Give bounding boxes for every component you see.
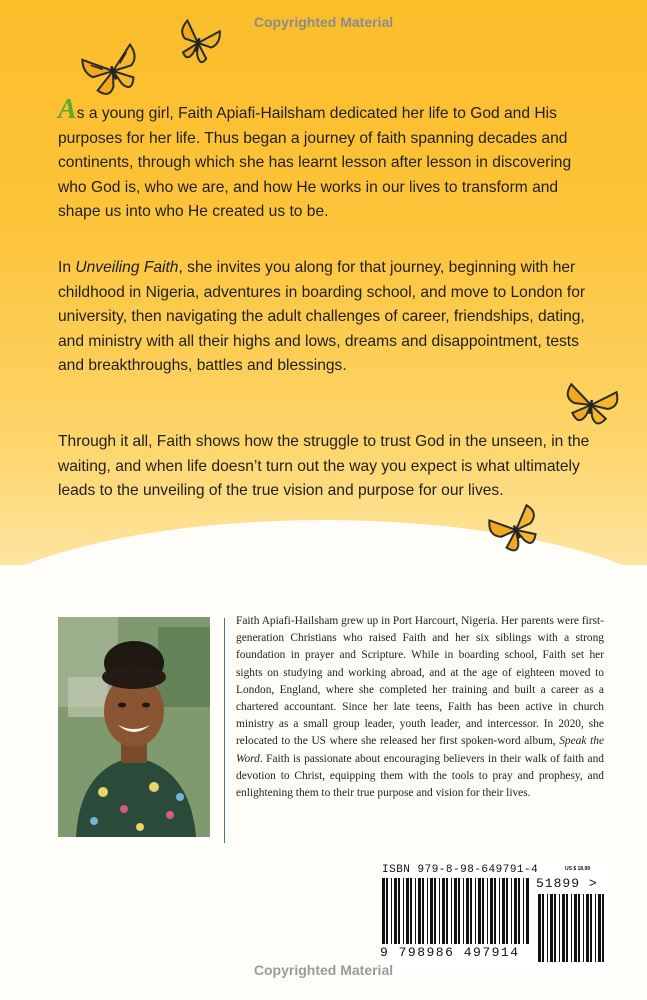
author-photo xyxy=(58,617,210,837)
isbn-barcode xyxy=(382,878,530,944)
barcode-bar xyxy=(586,894,589,962)
copyright-watermark-top: Copyrighted Material xyxy=(253,14,394,30)
barcode-bar xyxy=(506,878,508,944)
barcode-bar xyxy=(499,878,500,944)
blurb-p1-text: s a young girl, Faith Apiafi-Hailsham dedicated her life to God and His purposes for her life. Thus began a journey of faith spanning decades and continents, through which she has learnt lesson after lesson in discovering who God is, who we are, and how He works in our lives to transform and shape us into who He created us to be. xyxy=(58,105,572,220)
barcode-bar xyxy=(598,894,601,962)
barcode-bar xyxy=(466,878,469,944)
barcode-bar xyxy=(571,894,572,962)
book-title: Unveiling Faith xyxy=(75,259,179,276)
barcode-bar xyxy=(403,878,404,944)
addon-barcode xyxy=(538,894,608,962)
barcode-bar xyxy=(490,878,493,944)
barcode-bar xyxy=(523,878,524,944)
barcode-bar xyxy=(578,894,580,962)
blurb-paragraph-2 xyxy=(58,256,598,379)
barcode-bar xyxy=(566,894,568,962)
addon-digits: 51899 xyxy=(536,876,581,891)
barcode-bar xyxy=(602,894,604,962)
barcode-bar xyxy=(487,878,488,944)
price-label: US $ 18.99 xyxy=(565,866,591,872)
barcode-bar xyxy=(427,878,428,944)
barcode-bar xyxy=(538,894,541,962)
drop-cap: A xyxy=(58,94,77,125)
bio-text-1: Faith Apiafi-Hailsham grew up in Port Harcourt, Nigeria. Her parents were first-generation Christians who raised Faith and her six siblings with a strong foundation in prayer and Scripture. While in boarding school, Faith set her sights on studying and working abroad, and at the age of eighteen moved to London, England, where she completed her training and built a career as a chartered accountant. Since her late teens, Faith has been active in church ministry as a small group leader, youth leader, and intercessor. In 2020, she relocated to the US where she released her first spoken-word album, xyxy=(236,615,604,748)
barcode-bar xyxy=(511,878,512,944)
copyright-watermark-bottom: Copyrighted Material xyxy=(253,962,394,978)
barcode-bar xyxy=(502,878,505,944)
barcode-bar xyxy=(583,894,584,962)
barcode-bar xyxy=(439,878,440,944)
barcode-bar xyxy=(518,878,520,944)
barcode-bar xyxy=(463,878,464,944)
barcode-bar xyxy=(442,878,445,944)
butterfly-icon xyxy=(172,18,224,68)
barcode-bar xyxy=(434,878,436,944)
barcode-bar xyxy=(554,894,556,962)
barcode-bar xyxy=(547,894,548,962)
barcode-bar xyxy=(550,894,553,962)
butterfly-icon xyxy=(80,40,146,102)
barcode-bar xyxy=(526,878,529,944)
barcode-bar xyxy=(410,878,412,944)
barcode-bar xyxy=(446,878,448,944)
barcode-bar xyxy=(514,878,517,944)
barcode-bar xyxy=(451,878,452,944)
barcode-bar xyxy=(391,878,392,944)
blurb-p2-post: , she invites you along for that journey, beginning with her childhood in Nigeria, adventures in boarding school, and move to London for university, then navigating the adult challenges of career, friendships, dating, and ministry with all their highs and lows, dreams and disappointment, tests and breakthroughs, battles and blessings. xyxy=(58,259,586,374)
bio-text-2: . Faith is passionate about encouraging believers in their walk of faith and devotion to Christ, equipping them with the tools to pray and prophesy, and enlightening them to their true purpose and vision for their lives. xyxy=(236,752,604,800)
album-title: Speak the Word xyxy=(236,735,604,765)
barcode-bar xyxy=(382,878,385,944)
barcode-bar xyxy=(398,878,400,944)
barcode-bar xyxy=(562,894,565,962)
blurb-paragraph-1 xyxy=(58,94,598,225)
barcode-bar xyxy=(422,878,424,944)
barcode-bar xyxy=(458,878,460,944)
barcode-bar xyxy=(574,894,577,962)
barcode-bar xyxy=(542,894,544,962)
barcode-bar xyxy=(418,878,421,944)
author-bio xyxy=(236,613,604,802)
author-portrait-image xyxy=(58,617,210,837)
barcode-bar xyxy=(394,878,397,944)
barcode-bar xyxy=(494,878,496,944)
barcode-bar xyxy=(590,894,592,962)
barcode-bar xyxy=(475,878,476,944)
barcode-bar xyxy=(595,894,596,962)
barcode-bar xyxy=(386,878,388,944)
barcode-number: 9 798986 497914 xyxy=(380,945,520,960)
isbn-label: ISBN 979-8-98-649791-4 xyxy=(382,864,539,876)
butterfly-icon xyxy=(486,504,546,556)
barcode-bar xyxy=(559,894,560,962)
barcode-bar xyxy=(470,878,472,944)
barcode-bar xyxy=(482,878,484,944)
addon-arrow: > xyxy=(588,876,598,891)
barcode-bar xyxy=(430,878,433,944)
blurb-p2-pre: In xyxy=(58,259,76,276)
bio-divider-line xyxy=(224,618,225,843)
blurb-paragraph-3: Through it all, Faith shows how the struggle to trust God in the unseen, in the waiting, and when life doesn’t turn out the way you expect is what ultimately leads to the unveiling of the true vision and purpose for our lives. xyxy=(58,433,590,499)
barcode-bar xyxy=(415,878,416,944)
barcode-bar xyxy=(454,878,457,944)
addon-code xyxy=(536,876,598,891)
butterfly-icon xyxy=(560,380,622,430)
barcode-bar xyxy=(478,878,481,944)
barcode-bar xyxy=(406,878,409,944)
